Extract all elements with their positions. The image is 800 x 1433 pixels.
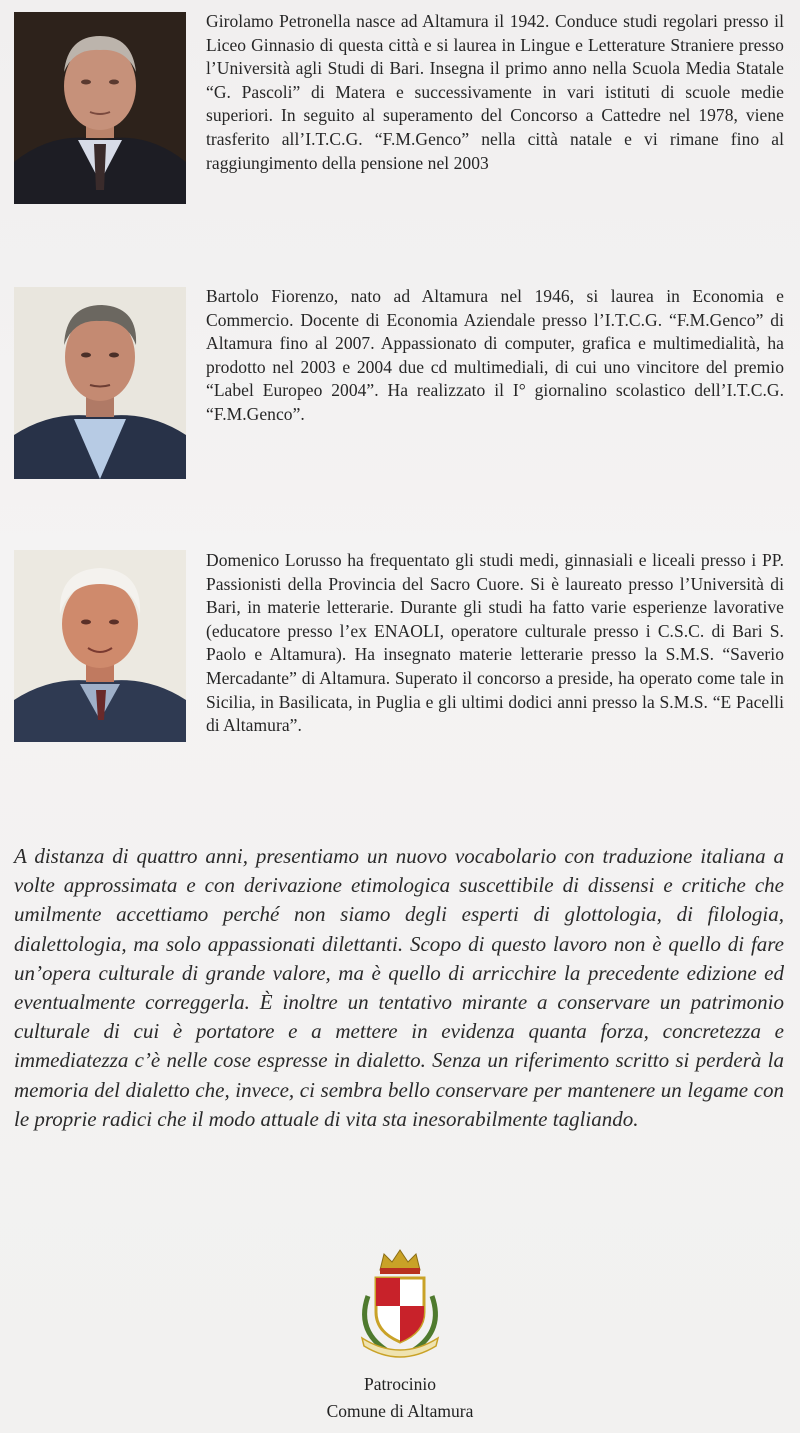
author-photo-petronella bbox=[14, 12, 186, 204]
preface-paragraph: A distanza di quattro anni, presentiamo un nuovo vocabolario con traduzione italiana a volte approssimata e con derivazione etimologica suscettibile di dissensi e critiche che umilmente accettiamo perché non siamo degli esperti di glottologia, di filologia, dialettologia, ma solo appassionati dilettanti. Scopo di questo lavoro non è quello di fare un’opera culturale di grande valore, ma è quello di arricchire la precedente edizione ed eventualmente correggerla. È inoltre un tentativo mirante a conservare un patrimonio culturale di cui è portatore e a mettere in evidenza quanta forza, concretezza e immediatezza c’è nelle cose espresse in dialetto. Senza un riferimento scritto si perderà la memoria del dialetto che, invece, ci sembra bello conservare per mantenere un legame con le proprie radici che il modo attuale di vita sta inesorabilmente tagliando. bbox=[14, 844, 784, 1131]
bio-text: Domenico Lorusso ha frequentato gli studi medi, ginnasiali e liceali presso i PP. Passionisti della Provincia del Sacro Cuore. Si è laureato presso l’Università di Bari, in materie letterarie. Durante gli studi ha fatto varie esperienze lavorative (educatore presso l’ex ENAOLI, operatore culturale presso i C.S.C. di Bari S. Paolo e Altamura). Ha insegnato materie letterarie presso la S.M.S. “Saverio Mercadante” di Altamura. Superato il concorso a preside, ha operato come tale in Sicilia, in Basilicata, in Puglia e gli ultimi dodici anni presso la S.M.S. “E Pacelli di Altamura”. bbox=[206, 550, 784, 736]
municipality-name: Comune di Altamura bbox=[326, 1401, 474, 1421]
bio-text: Girolamo Petronella nasce ad Altamura il 1942. Conduce studi regolari presso il Liceo Ginnasio di questa città e si laurea in Lingue e Letterature Straniere presso l’Università agli Studi di Bari. Insegna il primo anno nella Scuola Media Statale “G. Pascoli” di Matera e successivamente in vari istituti di scuole medie superiori. In seguito al superamento del Concorso a Cattedre nel 1978, viene trasferito all’I.T.C.G. “F.M.Genco” nella città natale e vi rimane fino al raggiungimento della pensione nel 2003 bbox=[206, 11, 784, 173]
author-photo-fiorenzo bbox=[14, 287, 186, 479]
author-photo-lorusso bbox=[14, 550, 186, 742]
patronage-label: Patrocinio bbox=[364, 1374, 436, 1394]
altamura-coat-of-arms-icon bbox=[350, 1246, 450, 1366]
bio-text: Bartolo Fiorenzo, nato ad Altamura nel 1946, si laurea in Economia e Commercio. Docente di Economia Aziendale presso l’I.T.C.G. “F.M.Genco” di Altamura fino al 2007. Appassionato di computer, grafica e multimedialità, ha prodotto nel 2003 e 2004 due cd multimediali, di cui uno vincitore del premio “Label Europeo 2004”. Ha realizzato il I° giornalino scolastico dell’I.T.C.G. “F.M.Genco”. bbox=[206, 286, 784, 424]
